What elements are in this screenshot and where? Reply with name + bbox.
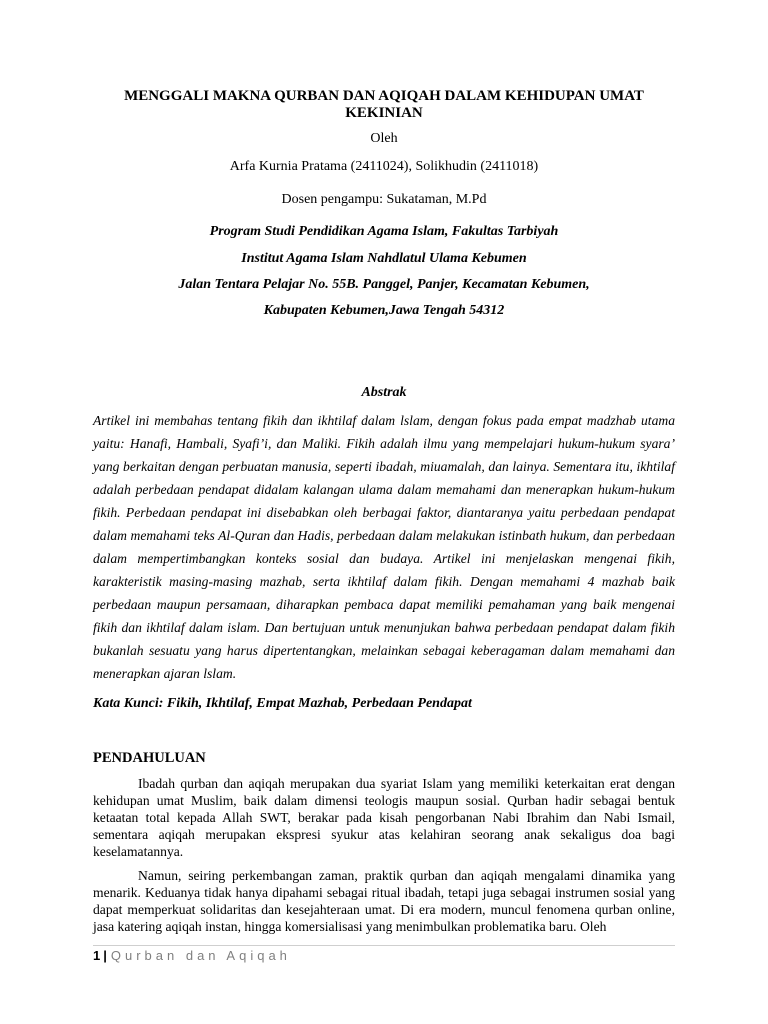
by-line: Oleh: [370, 131, 398, 146]
affiliation-region: Kabupaten Kebumen,Jawa Tengah 54312: [263, 303, 505, 318]
authors: Arfa Kurnia Pratama (2411024), Solikhudin (2411018): [229, 159, 539, 174]
running-title: Qurban dan Aqiqah: [110, 948, 291, 963]
page-footer: [93, 948, 291, 963]
affiliation-address: Jalan Tentara Pelajar No. 55B. Panggel, Panjer, Kecamatan Kebumen,: [178, 277, 590, 292]
section-heading-introduction: PENDAHULUAN: [93, 750, 206, 766]
footer-separator: |: [103, 948, 107, 963]
abstract-heading: Abstrak: [361, 385, 407, 400]
footer-divider: [93, 945, 675, 946]
abstract-body: Artikel ini membahas tentang fikih dan ikhtilaf dalam lslam, dengan fokus pada empat madzhab utama yaitu: Hanafi, Hambali, Syafi’i, dan Maliki. Fikih adalah ilmu yang mempelajari hukum-hukum syara’ yang berkaitan dengan perbuatan manusia, seperti ibadah, miuamalah, dan lainya. Sementara itu, ikhtilaf adalah perbedaan pendapat didalam kalangan ulama dalam memahami dan menerapkan hukum-hukum fikih. Perbedaan pendapat ini disebabkan oleh berbagai faktor, diantaranya yaitu perbedaan pendapat dalam memahami teks Al-Quran dan Hadis, perbedaan dalam melakukan istinbath hukum, dan perbedaan dalam mempertimbangkan konteks sosial dan budaya. Artikel ini menjelaskan mengenai fikih, karakteristik masing-masing mazhab, serta ikhtilaf dalam fikih. Dengan memahami 4 mazhab baik perbedaan maupun persamaan, diharapkan pembaca dapat memiliki pemahaman yang baik mengenai fikih dan ikhtilaf dalam islam. Dan bertujuan untuk menunjukan bahwa perbedaan pendapat dalam fikih bukanlah sesuatu yang harus dipertentangkan, melainkan sebagai keberagaman dalam memahami dan menerapkan ajaran lslam.: [93, 413, 675, 681]
intro-paragraph-1: Ibadah qurban dan aqiqah merupakan dua syariat Islam yang memiliki keterkaitan erat dengan kehidupan umat Muslim, baik dalam dimensi teologis maupun sosial. Qurban hadir sebagai bentuk ketaatan total kepada Allah SWT, berakar pada kisah pengorbanan Nabi Ibrahim dan Nabi Ismail, sementara aqiqah merupakan ekspresi syukur atas kelahiran seorang anak sekaligus doa bagi keselamatannya.: [93, 776, 675, 859]
supervisor: Dosen pengampu: Sukataman, M.Pd: [281, 192, 487, 207]
intro-paragraph-2: Namun, seiring perkembangan zaman, praktik qurban dan aqiqah mengalami dinamika yang menarik. Keduanya tidak hanya dipahami sebagai ritual ibadah, tetapi juga sebagai instrumen sosial yang dapat memperkuat solidaritas dan kesejahteraan umat. Di era modern, muncul fenomena qurban online, jasa katering aqiqah instan, hingga komersialisasi yang menimbulkan problematika baru. Oleh: [93, 868, 675, 934]
keywords: Kata Kunci: Fikih, Ikhtilaf, Empat Mazhab, Perbedaan Pendapat: [93, 696, 472, 711]
paper-title: MENGGALI MAKNA QURBAN DAN AQIQAH DALAM KEHIDUPAN UMAT KEKINIAN: [124, 88, 644, 121]
affiliation-program: Program Studi Pendidikan Agama Islam, Fakultas Tarbiyah: [209, 224, 559, 239]
affiliation-institute: Institut Agama Islam Nahdlatul Ulama Kebumen: [241, 251, 527, 266]
page-number: 1: [93, 948, 101, 963]
